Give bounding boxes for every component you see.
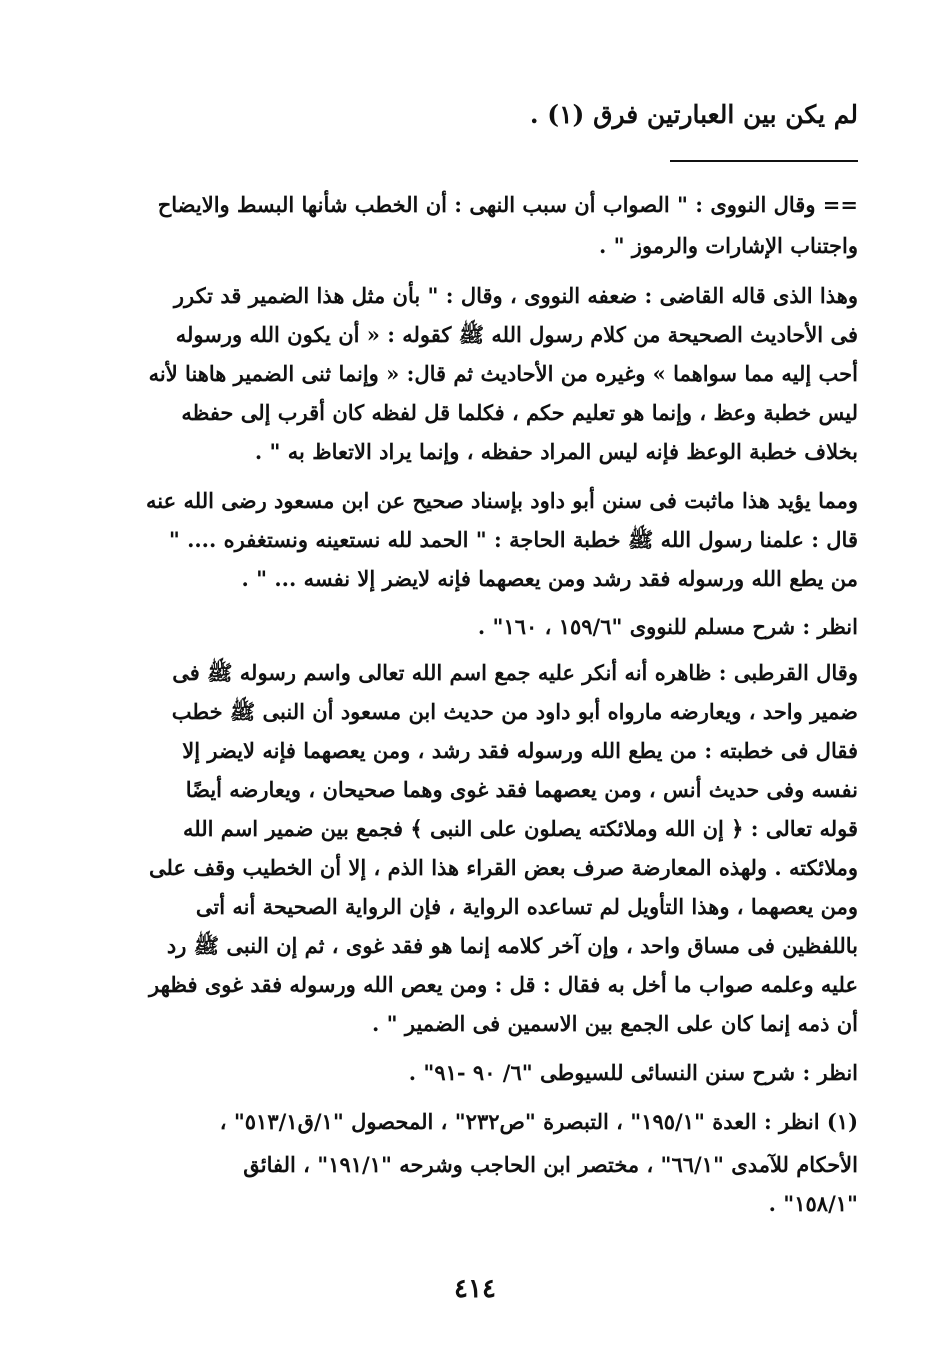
- reference-suyuti: انظر : شرح سنن النسائى للسيوطى "٦/ ٩٠ -٩١" .: [408, 1060, 858, 1085]
- note-line-17: وملائكته . ولهذه المعارضة صرف بعض القراء هذا الذم ، إلا أن الخطيب وقف على: [149, 855, 858, 880]
- note-line-20: عليه وعلمه صواب ما أخل به فقال : قل : ومن يعص الله ورسوله فقد غوى فظهر: [149, 972, 858, 997]
- note-line-16: قوله تعالى : ﴿ إن الله وملائكته يصلون على النبى ﴾ فجمع بين ضمير اسم الله: [182, 816, 858, 841]
- note-line-19: باللفظين فى مساق واحد ، وإن آخر كلامه إنما هو فقد غوى ، ثم إن النبى ﷺ رد: [166, 933, 858, 958]
- page-number: ٤١٤: [454, 1274, 496, 1304]
- note-line-15: نفسه وفى حديث أنس ، ومن يعصهما فقد غوى وهما صحيحان ، ويعارضه أيضًا: [185, 777, 858, 802]
- note-line-14: فقال فى خطبته : من يطع الله ورسوله فقد رشد ، ومن يعصهما فإنه لايضر إلا: [182, 738, 858, 763]
- note-line-3: وهذا الذى قاله القاضى : ضعفه النووى ، وقال : " بأن مثل هذا الضمير قد تكرر: [173, 283, 858, 308]
- footnote-line-2: الأحكام للآمدى "٦٦/١" ، مختصر ابن الحاجب وشرحه "١٩١/١" ، الفائق: [243, 1152, 858, 1177]
- note-line-13: ضمير واحد ، ويعارضه مارواه أبو داود من حديث ابن مسعود أن النبى ﷺ خطب: [171, 699, 858, 724]
- note-line-8: ومما يؤيد هذا ماثبت فى سنن أبو داود بإسناد صحيح عن ابن مسعود رضى الله عنه: [146, 488, 858, 513]
- note-line-12: وقال القرطبى : ظاهره أنه أنكر عليه جمع اسم الله تعالى واسم رسوله ﷺ فى: [172, 660, 858, 685]
- note-line-4: فى الأحاديث الصحيحة من كلام رسول الله ﷺ كقوله : « أن يكون الله ورسوله: [175, 322, 858, 347]
- reference-nawawi: انظر : شرح مسلم للنووى "١٥٩/٦ ، ١٦٠" .: [477, 614, 858, 639]
- footnote-text-1: انظر : العدة "١٩٥/١" ، التبصرة "ص٢٣٢" ، المحصول "١/ق٥١٣/١" ،: [219, 1109, 820, 1134]
- note-line-1: == وقال النووى : " الصواب أن سبب النهى : أن الخطب شأنها البسط والايضاح: [157, 192, 858, 217]
- footnote-marker: (١): [826, 1109, 858, 1134]
- note-line-18: ومن يعصهما ، وهذا التأويل لم تساعده الرواية ، فإن الرواية الصحيحة أنه أتى: [195, 894, 858, 919]
- carried-over-sentence: لم يكن بين العبارتين فرق (١) .: [529, 100, 858, 129]
- note-line-6: ليس خطبة وعظ ، وإنما هو تعليم حكم ، فكلما قل لفظه كان أقرب إلى حفظه: [181, 400, 858, 425]
- note-line-7: بخلاف خطبة الوعظ فإنه ليس المراد حفظه ، وإنما يراد الاتعاظ به " .: [254, 439, 858, 464]
- note-line-9: قال : علمنا رسول الله ﷺ خطبة الحاجة : " الحمد لله نستعينه ونستغفره .... ": [168, 527, 858, 552]
- footnote-line-3: "١٥٨/١" .: [768, 1191, 858, 1216]
- note-line-21: أن ذمه إنما كان على الجمع بين الاسمين فى الضمير " .: [371, 1011, 858, 1036]
- footnote-line-1: [220, 1107, 858, 1137]
- footnote-separator: [670, 160, 858, 162]
- note-line-5: أحب إليه مما سواهما » وغيره من الأحاديث ثم قال: « وإنما ثنى الضمير هاهنا لأنه: [148, 361, 858, 386]
- note-line-10: من يطع الله ورسوله فقد رشد ومن يعصهما فإنه لايضر إلا نفسه ... " .: [241, 566, 858, 591]
- note-line-2: واجتناب الإشارات والرموز " .: [598, 233, 858, 258]
